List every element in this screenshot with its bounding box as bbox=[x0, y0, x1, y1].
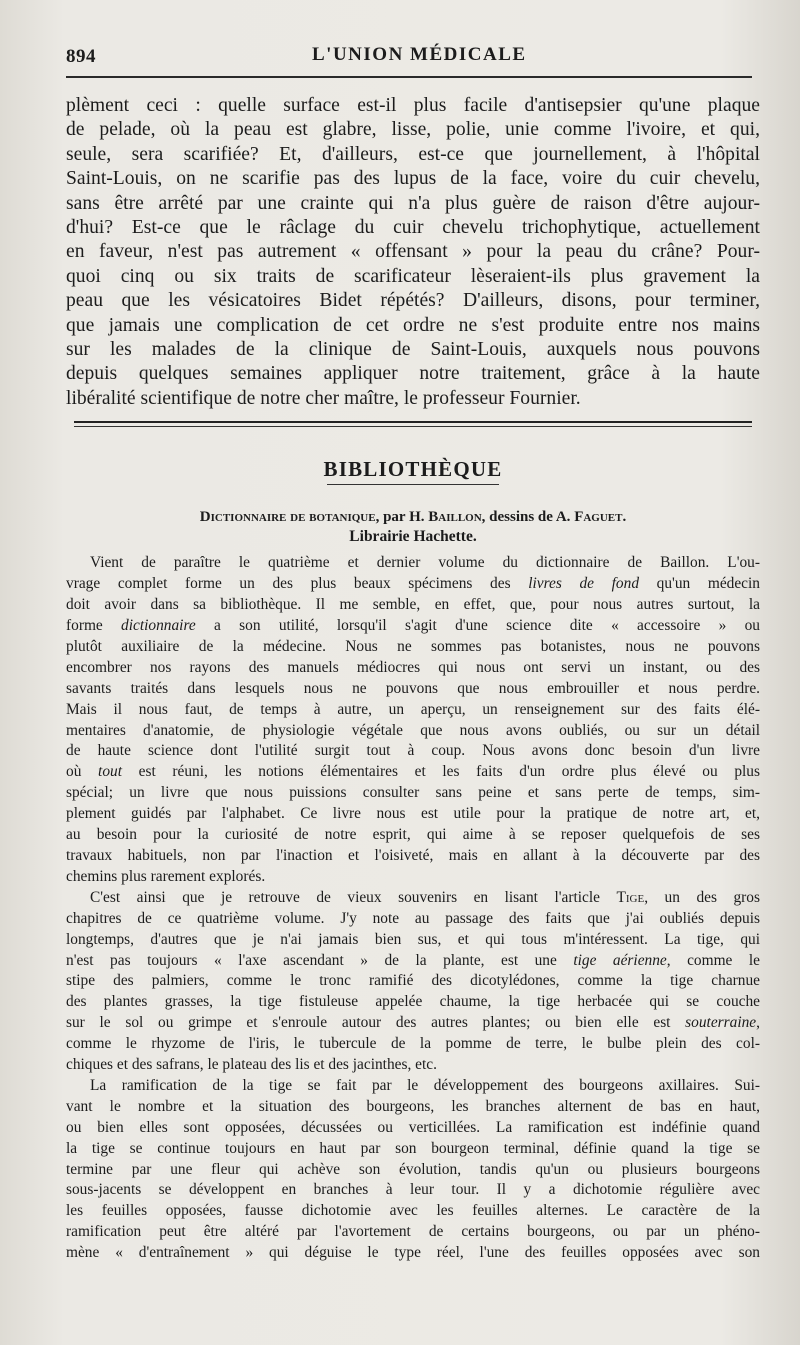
section-divider bbox=[74, 421, 752, 427]
text-run: est réuni, les notions élémentaires et les faits d'un ordre plus élevé ou plus bbox=[122, 763, 760, 781]
text-line: longtemps, d'autres que je n'ai jamais bien sus, et qui tous m'intéressent. La tige, qui bbox=[66, 930, 760, 948]
text-run: , bbox=[756, 1014, 760, 1032]
text-line bbox=[66, 574, 760, 595]
text-line: termine par une fleur qui achève son évolution, tandis qu'un ou plusieurs bourgeons bbox=[66, 1160, 760, 1178]
text-line: stipe des palmiers, comme le tronc ramifié des dicotylédones, comme la tige charnue bbox=[66, 972, 760, 990]
text-line: libéralité scientifique de notre cher maître, le professeur Fournier. bbox=[66, 387, 581, 409]
review-end: . bbox=[622, 509, 627, 526]
page-number: 894 bbox=[66, 46, 96, 67]
section-title: BIBLIOTHÈQUE bbox=[323, 457, 503, 482]
text-line: doit avoir dans sa bibliothèque. Il me semble, en effet, que, pour nous autres surtout, la bbox=[66, 596, 760, 614]
text-line: sous-jacents se développent en branches à leur tour. Il y a dichotomie régulière avec bbox=[66, 1181, 760, 1199]
text-line: les feuilles opposées, fausse dichotomie avec les feuilles alternes. Le caractère de la bbox=[66, 1202, 760, 1220]
text-line: chapitres de ce quatrième volume. J'y note au passage des faits que j'ai oubliés depuis bbox=[66, 909, 760, 927]
text-line bbox=[66, 616, 760, 637]
emphasis: souterraine bbox=[685, 1014, 757, 1032]
text-run: forme bbox=[66, 617, 122, 634]
text-line: ou bien elles sont opposées, décussées ou verticillées. La ramification est indéfinie quand bbox=[66, 1118, 760, 1136]
text-line: quoi cinq ou six traits de scarificateur lèseraient-ils plus gravement la bbox=[66, 265, 760, 287]
review-paragraph-1 bbox=[66, 553, 760, 888]
review-by: par H. bbox=[379, 509, 429, 526]
section-title-underline bbox=[327, 484, 499, 485]
emphasis: dictionnaire bbox=[121, 617, 196, 634]
text-line: ramification peut être altéré par l'avortement de certains bourgeons, ou par un phéno- bbox=[66, 1223, 760, 1241]
review-illustrator: Faguet bbox=[574, 509, 623, 526]
text-line: d'hui? Est-ce que le râclage du cuir chevelu trichophytique, actuellement bbox=[66, 217, 760, 239]
text-line: Mais il nous faut, de temps à autre, un aperçu, un renseignement sur des faits élé- bbox=[66, 700, 760, 718]
text-line: plement guidés par l'alphabet. Ce livre nous est utile pour la pratique de notre art, et, bbox=[66, 805, 760, 823]
review-paragraph-2 bbox=[66, 888, 760, 1076]
text-line: sans être arrêté par une crainte qui n'a plus guère de raison d'être aujour- bbox=[66, 192, 760, 214]
text-line bbox=[66, 762, 760, 783]
text-line: spécial; un livre que nous puissions consulter sans peine et sans perte de temps, sim- bbox=[66, 784, 760, 802]
running-title: L'UNION MÉDICALE bbox=[312, 44, 527, 65]
emphasis: tige aérienne bbox=[573, 951, 667, 969]
text-line: comme le rhyzome de l'iris, le tubercule de la pomme de terre, le bulbe plein des col- bbox=[66, 1035, 760, 1053]
text-line: de pelade, où la peau est glabre, lisse, polie, unie comme l'ivoire, et qui, bbox=[66, 119, 760, 141]
review-book-title: Dictionnaire de botanique, bbox=[199, 509, 380, 526]
text-line: sur les malades de la clinique de Saint-Louis, auxquels nous pouvons bbox=[66, 339, 760, 361]
text-line: mentaires d'anatomie, de physiologie végétale que nous avons oubliés, ou sur un détail bbox=[66, 721, 760, 739]
text-line: au besoin pour la curiosité de notre esprit, qui aime à se reposer quelquefois de ses bbox=[66, 826, 760, 844]
text-line: Vient de paraître le quatrième et dernier volume du dictionnaire de Baillon. L'ou- bbox=[90, 554, 760, 572]
text-run: C'est ainsi que je retrouve de vieux souvenirs en lisant l'article bbox=[90, 888, 617, 906]
text-line bbox=[66, 888, 760, 909]
emphasis: livres de fond bbox=[528, 575, 640, 593]
text-line: chiques et des safrans, le plateau des lis et des jacinthes, etc. bbox=[66, 1056, 437, 1074]
text-line: peau que les vésicatoires Bidet répétés? D'ailleurs, disons, pour terminer, bbox=[66, 290, 760, 312]
text-line: que jamais une complication de cet ordre ne s'est produite entre nos mains bbox=[66, 314, 760, 336]
text-line: savants traités dans lesquels nous ne pouvons que nous embrouiller et nous perdre. bbox=[66, 679, 760, 697]
text-line: en faveur, n'est pas autrement « offensant » pour la peau du crâne? Pour- bbox=[66, 241, 760, 263]
text-line: La ramification de la tige se fait par le développement des bourgeons axillaires. Sui- bbox=[90, 1076, 760, 1094]
continued-paragraph bbox=[66, 94, 760, 411]
text-line: Saint-Louis, on ne scarifie pas des lupus de la face, voire du cuir chevelu, bbox=[66, 168, 760, 190]
text-run: a son utilité, lorsqu'il s'agit d'une science dite « accessoire » ou bbox=[195, 617, 760, 634]
review-drawings: , dessins de A. bbox=[481, 509, 575, 526]
text-line: plutôt auxiliaire de la médecine. Nous ne sommes pas botanistes, nous ne pouvons bbox=[66, 637, 760, 655]
text-run: sur le sol ou grimpe et s'enroule autour des autres plantes; ou bien elle est bbox=[66, 1014, 686, 1032]
review-author: Baillon bbox=[428, 509, 482, 526]
text-line: des plantes grasses, la tige fistuleuse appelée chaume, la tige herbacée qui se couche bbox=[66, 993, 760, 1011]
article-name: Tige bbox=[616, 888, 645, 906]
text-line bbox=[66, 1013, 760, 1034]
review-heading bbox=[66, 507, 760, 527]
emphasis: tout bbox=[98, 763, 122, 781]
text-line: travaux habituels, non par l'inaction et l'oisiveté, mais en allant à la découverte par des bbox=[66, 846, 760, 864]
review-paragraph-3 bbox=[66, 1076, 760, 1264]
text-line: de haute science dont l'utilité surgit tout à coup. Nous avons donc besoin d'un livre bbox=[66, 742, 760, 760]
text-line: depuis quelques semaines appliquer notre traitement, grâce à la haute bbox=[66, 363, 760, 385]
text-run: , comme le bbox=[666, 951, 760, 969]
text-line: seule, sera scarifiée? Et, d'ailleurs, est-ce que journellement, à l'hôpital bbox=[66, 143, 760, 165]
text-line: plèment ceci : quelle surface est-il plus facile d'antisepsier qu'une plaque bbox=[66, 95, 760, 116]
text-run: , un des gros bbox=[644, 888, 760, 906]
review-publisher: Librairie Hachette. bbox=[349, 528, 477, 546]
text-run: n'est pas toujours « l'axe ascendant » de la plante, est une bbox=[66, 951, 574, 969]
text-line: encombrer nos rayons des manuels médiocres qui nous ont servi un instant, ou des bbox=[66, 658, 760, 676]
header-rule bbox=[66, 76, 752, 78]
text-line: chemins plus rarement explorés. bbox=[66, 867, 266, 885]
text-line bbox=[66, 951, 760, 972]
text-run: qu'un médecin bbox=[639, 575, 760, 593]
text-line: vant le nombre et la situation des bourgeons, les branches alternent de bas en haut, bbox=[66, 1097, 760, 1115]
text-run: où bbox=[66, 763, 99, 781]
text-run: vrage complet forme un des plus beaux spécimens des bbox=[66, 575, 529, 593]
running-header bbox=[66, 36, 760, 68]
text-line: la tige se continue toujours en haut par son bourgeon terminal, définie quand la tige se bbox=[66, 1139, 760, 1157]
text-line: mène « d'entraînement » qui déguise le type réel, l'une des feuilles opposées avec son bbox=[66, 1244, 760, 1262]
